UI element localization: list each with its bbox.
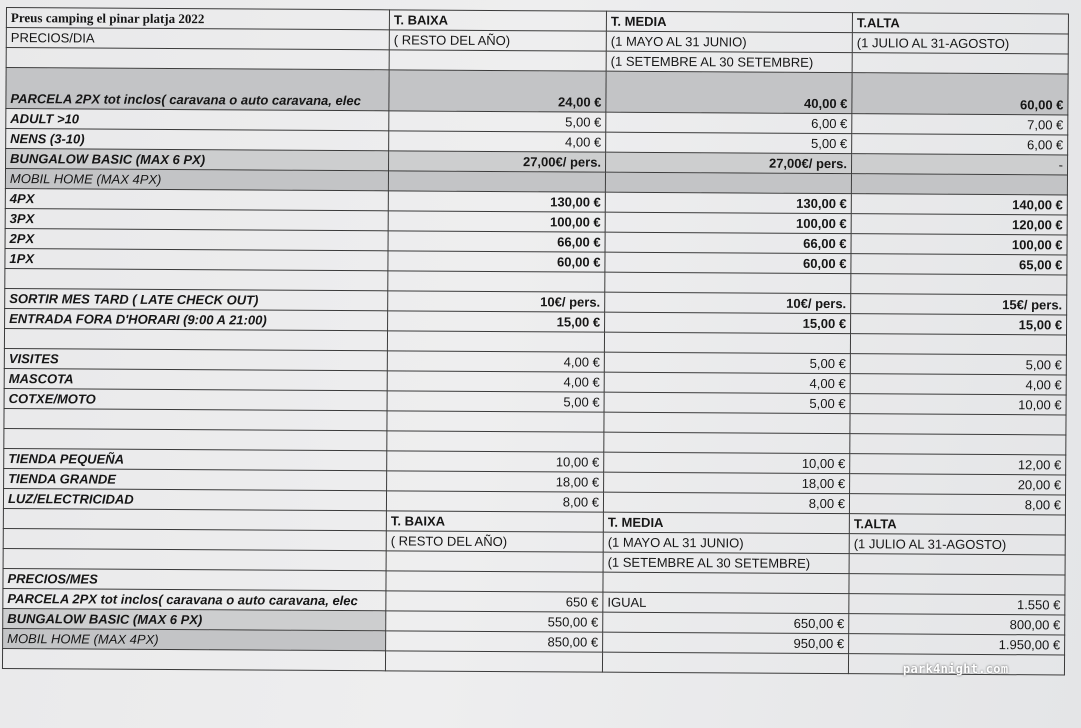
row-label: 2PX: [5, 228, 388, 250]
table-title: Preus camping el pinar platja 2022: [6, 8, 389, 30]
price-alta: 140,00 €: [851, 194, 1067, 215]
price-alta: 6,00 €: [852, 134, 1068, 155]
price-baixa: 27,00€/ pers.: [389, 151, 606, 172]
row-label: 4PX: [5, 188, 388, 210]
row-label: ADULT >10: [6, 109, 389, 131]
col-header-baixa: T. BAIXA: [389, 10, 606, 31]
price-alta: 800,00 €: [849, 614, 1065, 635]
price-media: 6,00 €: [606, 112, 852, 134]
row-label: MOBIL HOME (MAX 4PX): [3, 628, 386, 650]
row-label: PARCELA 2PX tot inclos( caravana o auto caravana, elec: [3, 588, 386, 610]
price-alta: 65,00 €: [851, 254, 1067, 275]
period-media: (1 MAYO AL 31 JUNIO): [606, 31, 852, 53]
watermark-text: park4night.com: [903, 662, 1009, 676]
price-alta: 100,00 €: [851, 234, 1067, 255]
price-baixa: 10€/ pers.: [388, 291, 605, 312]
row-label: VISITES: [4, 348, 387, 370]
row-label: LUZ/ELECTRICIDAD: [3, 488, 386, 510]
price-baixa: 4,00 €: [387, 351, 604, 372]
price-media: 15,00 €: [605, 312, 851, 334]
price-alta: 15€/ pers.: [851, 294, 1067, 315]
price-baixa: 5,00 €: [387, 391, 604, 412]
price-baixa: 15,00 €: [388, 311, 605, 332]
price-media: 5,00 €: [606, 132, 852, 154]
price-alta: 1.950,00 €: [849, 634, 1065, 655]
row-label: MOBIL HOME (MAX 4PX): [5, 169, 388, 191]
price-alta: 20,00 €: [850, 474, 1066, 495]
price-baixa: 650 €: [386, 591, 603, 612]
table-row: [6, 68, 1068, 115]
price-media: 100,00 €: [605, 212, 851, 234]
price-media: 650,00 €: [603, 612, 849, 634]
period-media-2: (1 SETEMBRE AL 30 SETEMBRE): [606, 51, 852, 73]
row-label: 1PX: [5, 248, 388, 270]
row-label: BUNGALOW BASIC (MAX 6 PX): [3, 608, 386, 630]
precios-dia-label: PRECIOS/DIA: [6, 28, 389, 50]
price-media: 10€/ pers.: [605, 292, 851, 314]
monthly-period-media-2: (1 SETEMBRE AL 30 SETEMBRE): [603, 552, 849, 574]
price-alta: 15,00 €: [851, 314, 1067, 335]
price-alta: 10,00 €: [850, 394, 1066, 415]
price-baixa: 66,00 €: [388, 231, 605, 252]
row-label: ENTRADA FORA D'HORARI (9:00 A 21:00): [5, 308, 388, 330]
price-alta: 7,00 €: [852, 114, 1068, 135]
monthly-col-header-media: T. MEDIA: [603, 512, 849, 534]
price-alta: 1.550 €: [849, 594, 1065, 615]
price-baixa: 4,00 €: [387, 371, 604, 392]
price-baixa: 8,00 €: [386, 491, 603, 512]
price-media: 60,00 €: [605, 252, 851, 274]
monthly-period-media: (1 MAYO AL 31 JUNIO): [603, 532, 849, 554]
price-media: 950,00 €: [603, 632, 849, 654]
col-header-media: T. MEDIA: [606, 11, 852, 33]
monthly-col-header-baixa: T. BAIXA: [386, 511, 603, 532]
price-baixa: 4,00 €: [389, 131, 606, 152]
row-label: SORTIR MES TARD ( LATE CHECK OUT): [5, 288, 388, 310]
price-alta: 8,00 €: [849, 494, 1065, 515]
row-label: BUNGALOW BASIC (MAX 6 PX): [6, 149, 389, 171]
price-baixa: 24,00 €: [389, 70, 606, 112]
price-media: 10,00 €: [604, 452, 850, 474]
price-media: 18,00 €: [604, 472, 850, 494]
period-baixa: ( RESTO DEL AÑO): [389, 30, 606, 51]
price-media: IGUAL: [603, 592, 849, 614]
monthly-col-header-alta: T.ALTA: [849, 514, 1065, 535]
price-media: 5,00 €: [604, 392, 850, 414]
price-alta: 5,00 €: [850, 354, 1066, 375]
price-alta: 120,00 €: [851, 214, 1067, 235]
row-label: 3PX: [5, 208, 388, 230]
price-alta: -: [851, 154, 1067, 175]
price-media: 66,00 €: [605, 232, 851, 254]
row-label: TIENDA PEQUEÑA: [4, 448, 387, 470]
row-label: COTXE/MOTO: [4, 388, 387, 410]
price-baixa: 100,00 €: [388, 211, 605, 232]
col-header-alta: T.ALTA: [852, 13, 1068, 34]
price-baixa: 850,00 €: [386, 631, 603, 652]
price-alta: 12,00 €: [850, 454, 1066, 475]
precios-mes-label: PRECIOS/MES: [3, 568, 386, 590]
monthly-period-alta: (1 JULIO AL 31-AGOSTO): [849, 534, 1065, 555]
price-table: [2, 7, 1069, 675]
row-label: MASCOTA: [4, 368, 387, 390]
price-baixa: 550,00 €: [386, 611, 603, 632]
price-media: 8,00 €: [603, 492, 849, 514]
price-media: 27,00€/ pers.: [606, 152, 852, 174]
price-baixa: 10,00 €: [387, 451, 604, 472]
row-label: PARCELA 2PX tot inclos( caravana o auto caravana, elec: [6, 68, 389, 111]
monthly-period-baixa: ( RESTO DEL AÑO): [386, 531, 603, 552]
row-label: TIENDA GRANDE: [4, 468, 387, 490]
price-alta: 4,00 €: [850, 374, 1066, 395]
price-media: 40,00 €: [606, 71, 852, 114]
row-label: NENS (3-10): [6, 129, 389, 151]
price-media: 130,00 €: [605, 192, 851, 214]
price-baixa: 18,00 €: [387, 471, 604, 492]
price-media: 5,00 €: [604, 352, 850, 374]
price-baixa: 60,00 €: [388, 251, 605, 272]
price-baixa: 130,00 €: [388, 191, 605, 212]
price-alta: 60,00 €: [852, 73, 1068, 115]
period-alta: (1 JULIO AL 31-AGOSTO): [852, 33, 1068, 54]
price-media: 4,00 €: [604, 372, 850, 394]
price-baixa: 5,00 €: [389, 111, 606, 132]
